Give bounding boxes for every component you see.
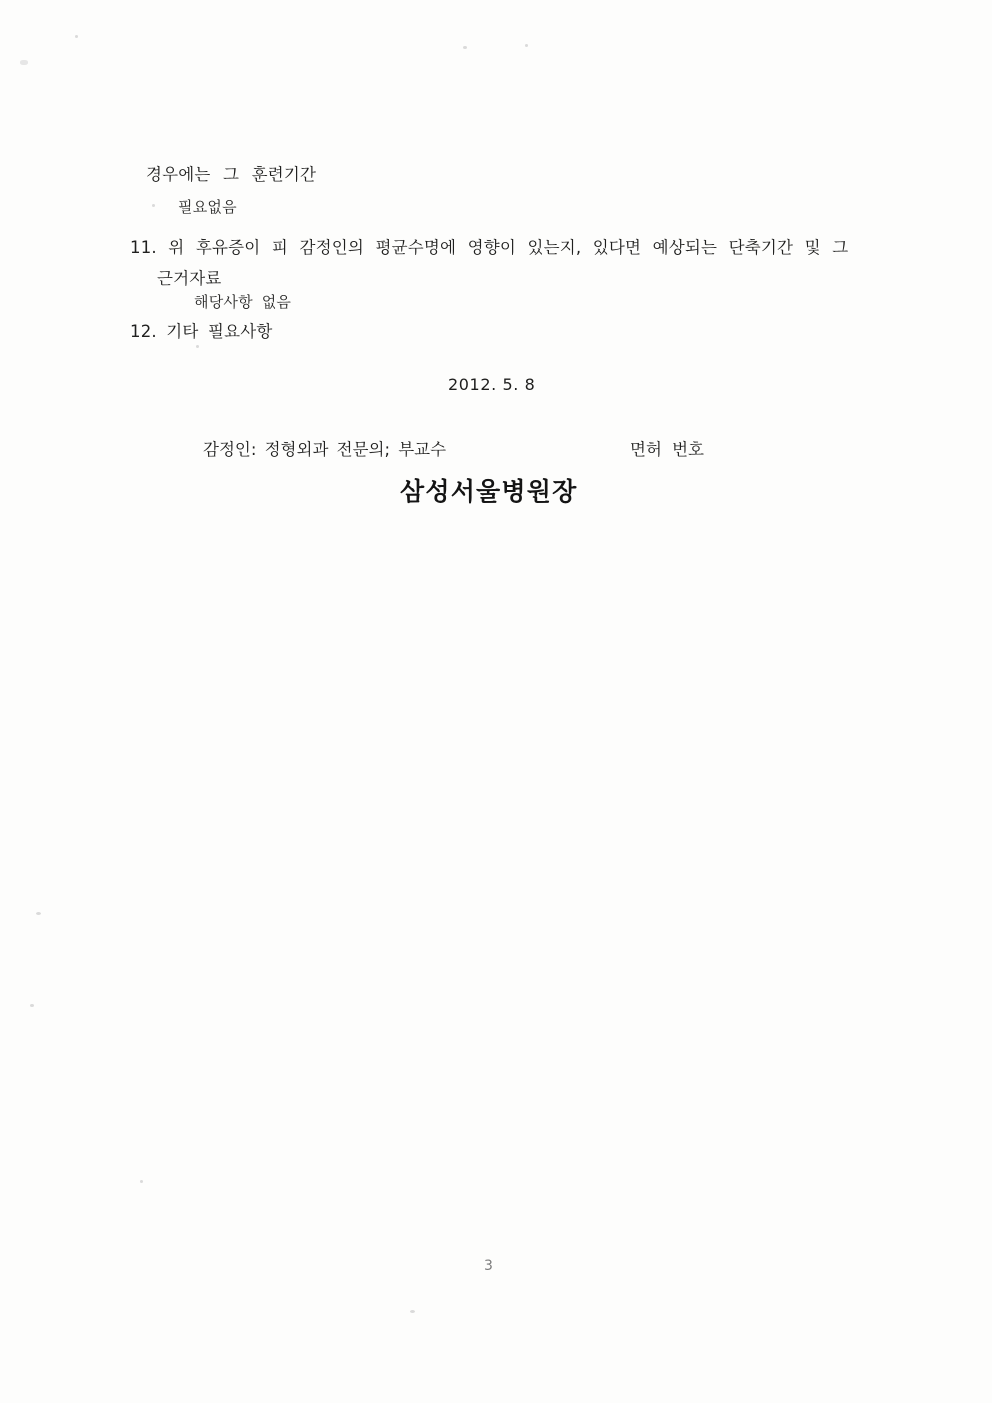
text-line-item-11-cont: 근거자료 xyxy=(157,269,222,288)
text-line-answer-1: 필요없음 xyxy=(178,198,237,216)
text-line-item-11: 11. 위 후유증이 피 감정인의 평균수명에 영향이 있는지, 있다면 예상되는 단축기간 및 그 xyxy=(130,238,849,257)
text-line-item-12: 12. 기타 필요사항 xyxy=(130,322,273,341)
license-number-label: 면허 번호 xyxy=(630,440,705,459)
document-date: 2012. 5. 8 xyxy=(448,375,536,394)
page-number: 3 xyxy=(484,1258,493,1274)
text-line-answer-2: 해당사항 없음 xyxy=(194,293,292,311)
text-line-1: 경우에는 그 훈련기간 xyxy=(146,165,317,184)
appraiser-line: 감정인: 정형외과 전문의; 부교수 xyxy=(203,440,447,459)
hospital-title: 삼성서울병원장 xyxy=(400,477,578,506)
